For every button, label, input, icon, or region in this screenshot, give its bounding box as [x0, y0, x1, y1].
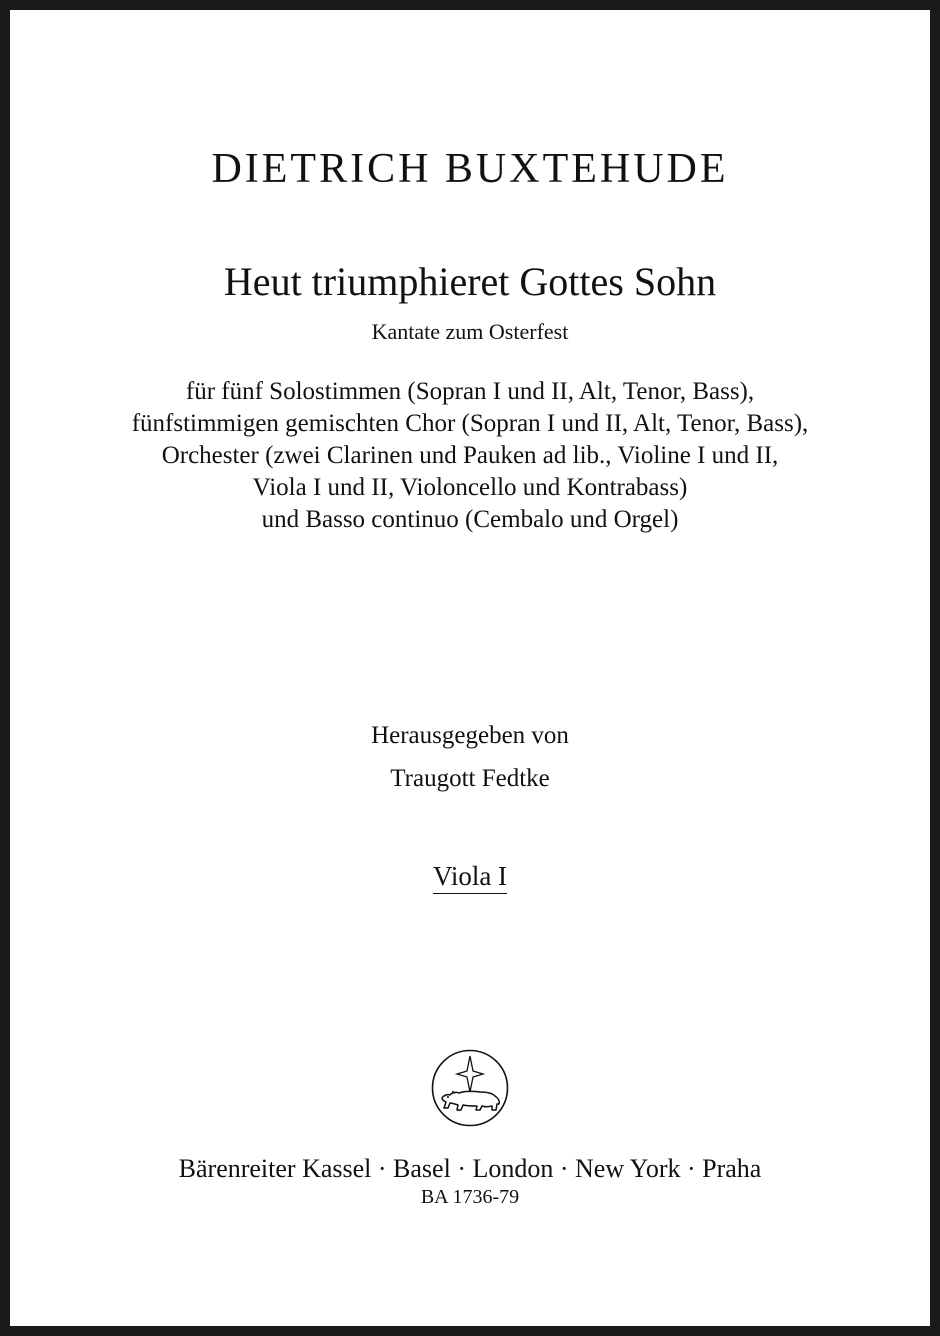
editor-name: Traugott Fedtke: [390, 765, 550, 792]
work-title: Heut triumphieret Gottes Sohn: [223, 259, 717, 304]
composer-name: DIETRICH BUXTEHUDE: [211, 146, 729, 192]
publisher-line: Bärenreiter Kassel · Basel · London · New York · Praha: [178, 1154, 762, 1183]
scoring-line: und Basso continuo (Cembalo und Orgel): [261, 506, 679, 533]
scoring-description: [10, 376, 930, 536]
title-page: [10, 10, 930, 1326]
work-subtitle: Kantate zum Osterfest: [371, 319, 569, 344]
scoring-line: Orchester (zwei Clarinen und Pauken ad lib., Violine I und II,: [161, 442, 779, 469]
baerenreiter-bear-star-logo-icon: [430, 1048, 510, 1128]
scoring-line: Viola I und II, Violoncello und Kontrabass): [252, 474, 688, 501]
scoring-line: für fünf Solostimmen (Sopran I und II, Alt, Tenor, Bass),: [185, 378, 755, 405]
editor-label: Herausgegeben von: [371, 722, 569, 749]
part-name: [10, 863, 930, 894]
scoring-line: fünfstimmigen gemischten Chor (Sopran I und II, Alt, Tenor, Bass),: [131, 410, 809, 437]
part-name-label: Viola I: [433, 863, 507, 894]
catalog-number: BA 1736-79: [420, 1186, 520, 1208]
